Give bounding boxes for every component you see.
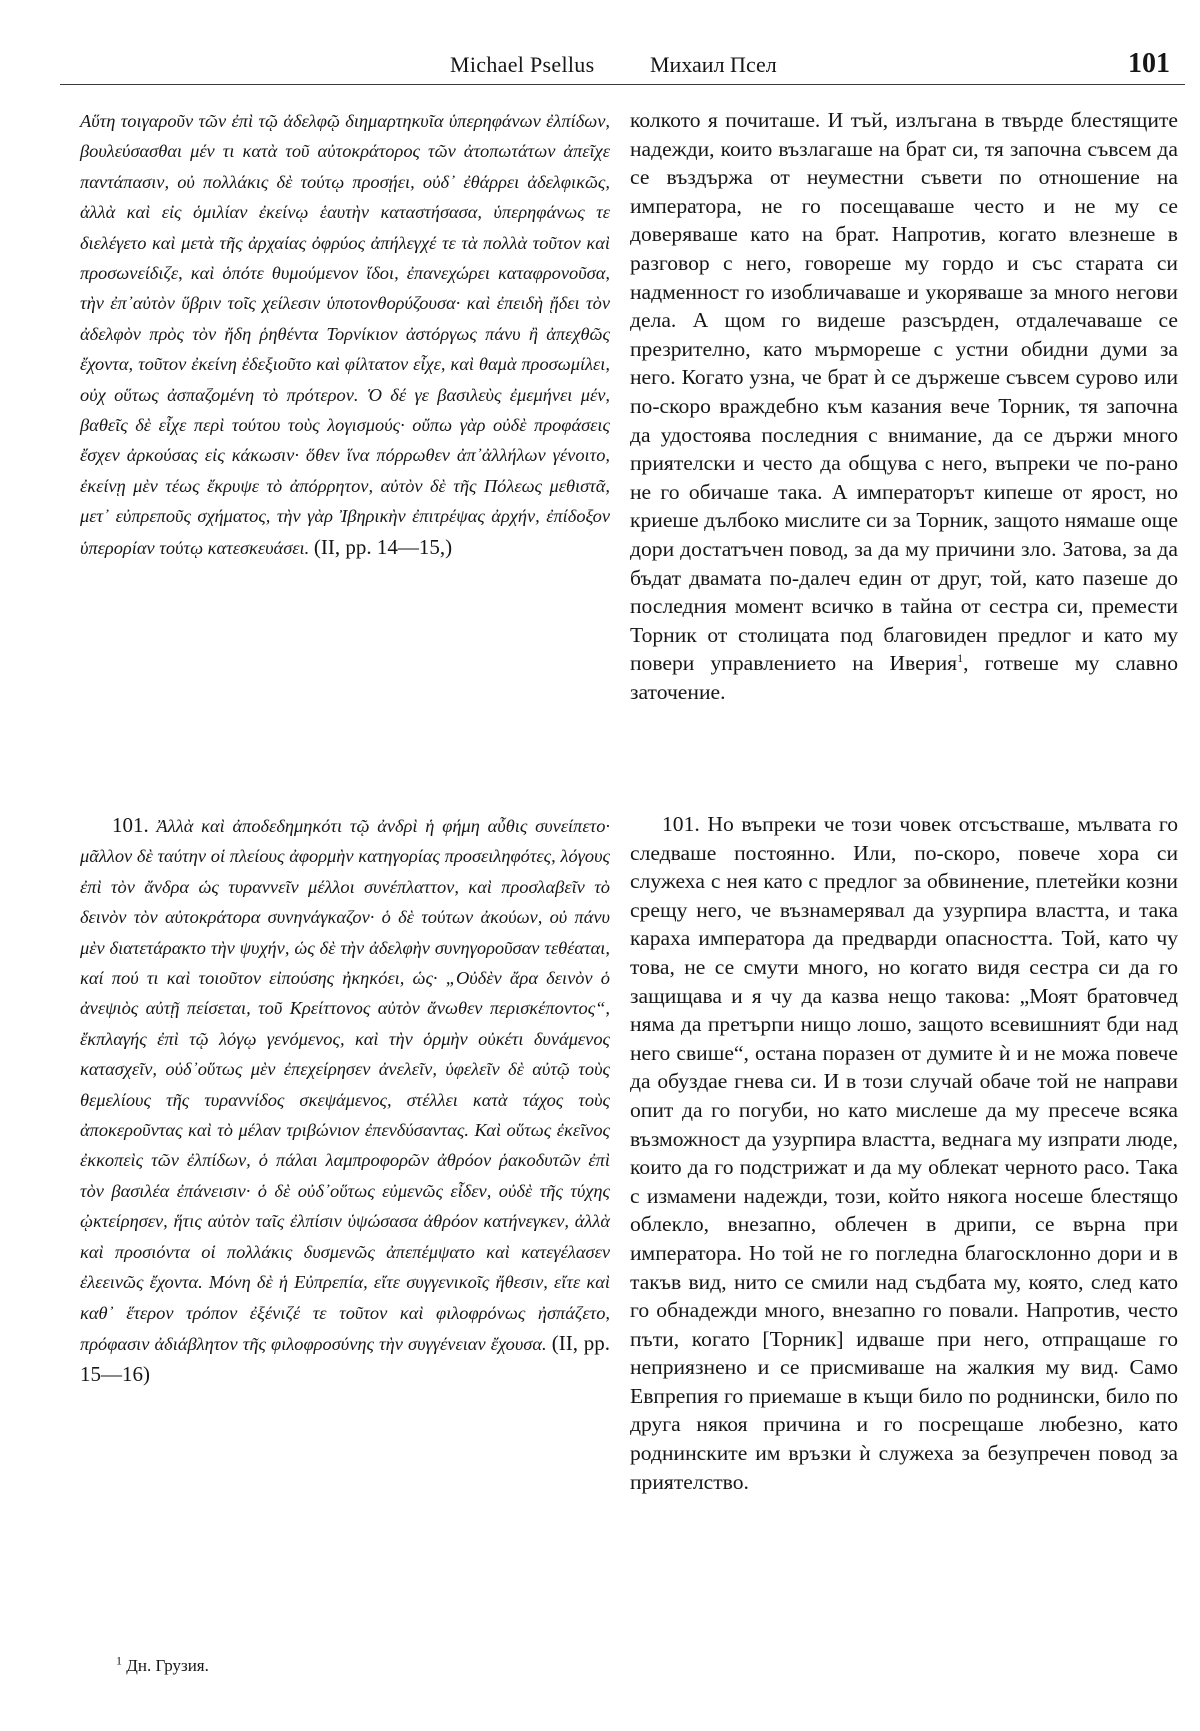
running-header — [60, 44, 1180, 94]
running-header-latin: Michael Psellus — [450, 52, 595, 77]
running-header-bulgarian: Михаил Псел — [650, 52, 777, 77]
footnote-text: Дн. Грузия. — [126, 1656, 209, 1675]
greek-paragraph-2-reference: (II, pp. 15—16) — [80, 1330, 610, 1387]
footnote — [116, 1653, 209, 1676]
footnote-reference: 1 — [957, 651, 964, 666]
footnote-mark: 1 — [116, 1653, 122, 1668]
greek-paragraph-2 — [80, 810, 610, 1391]
bulgarian-paragraph-1-text: колкото я почиташе. И тъй, излъгана в твърде блестящите надежди, които възлагаше на брат си, тя започна съвсем да се въздържа от неуместни съвети по отношение на императора, не го посещаваше често и не му се доверяваше като на брат. Напротив, когато влезнеше в разговор с него, говореше му гордо и със старата си надменност го изобличаваше и укоряваше за много негови дела. А щом го видеше разсърден, отдалечаваше се презрително, като мърмореше с устни обидни думи за него. Когато узна, че брат ѝ се държеше съвсем сурово или по-скоро враждебно към казания вече Торник, тя започна да удостоява последния с внимание, да се държи много приятелски и често да общува с него, въпреки че по-рано не го обичаше така. А императорът кипеше от ярост, но криеше дълбоко мислите си за Торник, защото нямаше още дори достатъчен повод, за да му причини зло. Затова, за да бъдат двамата по-далеч един от друг, той, като пазеше до последния момент всичко в тайна от сестра си, премести Торник от столицата под благовиден предлог и като му повери управлението на Иверия — [630, 108, 1178, 676]
greek-paragraph-1 — [80, 106, 610, 563]
greek-paragraph-2-number: 101. — [112, 813, 149, 837]
greek-paragraph-2-text: Ἀλλὰ καὶ ἀποδεδημηκότι τῷ ἀνδρὶ ἡ φήμη αὖθις συνείπετο· μᾶλλον δὲ ταύτην οἱ πλείους ἀφορμὴν κατηγορίας προσειληφότες, λόγους ἐπὶ τὸν ἄνδρα ὡς τυραννεῖν μέλλοι συνέπλαττον, καὶ προσλαβεῖν τὸ δεινὸν τὸν αὐτοκράτορα συνηνάγκαζον· ὁ δὲ τούτων ἀκούων, οὐ πάνυ μὲν διατετάρακτο τὴν ψυχήν, ὡς δὲ τὴν ἀδελφὴν συνηγοροῦσαν τεθέαται, καί πού τι καὶ τοιοῦτον εἰπούσης ἠκηκόει, ὡς· „Οὐδὲν ἄρα δεινὸν ὁ ἀνεψιὸς αὐτῇ πείσεται, τοῦ Κρείττονος αὐτὸν ἄνωθεν περισκέποντος“, ἔκπλαγής ἐπὶ τῷ λόγῳ γενόμενος, καὶ τὴν ὁρμὴν οὐκέτι δυνάμενος κατασχεῖν, οὐδ᾽οὕτως μὲν ἐπεχείρησεν ἀνελεῖν, ὑφελεῖν δὲ αὐτῷ τοὺς θεμελίους τῆς τυραννίδος σκεψάμενος, στέλλει κατὰ τάχος τοὺς ἀποκεροῦντας καὶ τὸ μέλαν τριβώνιον ἐπενδύσαντας. Καὶ οὕτως ἐκεῖνος ἐκκοπεὶς τῶν ἐλπίδων, ὁ πάλαι λαμπροφορῶν ἀθρόον ῥακοδυτῶν ἐπὶ τὸν βασιλέα ἐπάνεισιν· ὁ δὲ οὐδ᾽οὕτως εὐμενῶς εἶδεν, οὐδὲ τῆς τύχης ᾠκτείρησεν, ἥτις αὐτὸν ταῖς ἐλπίσιν ὑψώσασα ἀθρόον κατήνεγκεν, ἀλλὰ καὶ προσιόντα οἱ πολλάκις δυσμενῶς ἀπεπέμψατο καὶ κατεγέλασεν ἐλεεινῶς ἔχοντα. Μόνη δὲ ἡ Εὐπρεπία, εἴτε συγγενικοῖς ἤθεσιν, εἴτε καὶ καθ᾽ ἕτερον τρόπον ἐξένιζέ τε τοῦτον καὶ φιλοφρόνως ἠσπάζετο, πρόφασιν ἀδιάβλητον τῆς φιλοφροσύνης τὴν συγγένειαν ἔχουσα. — [80, 816, 610, 1354]
bulgarian-paragraph-2 — [630, 810, 1178, 1496]
bulgarian-paragraph-2-text: 101. Но въпреки че този човек отсъстваше, мълвата го следваше постоянно. Или, по-скоро, повече хора си служеха с нея като с предлог за обвинение, плетейки козни срещу него, че възнамерявал да узурпира властта, и така караха императора да предварди опасността. Той, като чу това, не се смути много, но когато видя сестра си да го защищава и я чу да казва нещо такова: „Моят братовчед няма да претърпи нищо лошо, защото всевишният бди над него свише“, остана поразен от думите ѝ и не можа повече да обуздае гнева си. И в този случай обаче той не направи опит да го погуби, но като мислеше да му пресече всяка възможност да узурпира властта, веднага му изпрати люде, които да го подстрижат и да му облекат черното расо. Така с измамени надежди, този, който някога носеше блестящо облекло, внезапно, облечен в дрипи, се върна при императора. Но той не го погледна благосклонно дори и в такъв вид, нито се смили над съдбата му, която, след като го обнадежди много, внезапно го повали. Напротив, често пъти, когато [Торник] идваше при него, отпращаше го неприязнено и се присмиваше на жалкия му вид. Само Евпрепия го приемаше в къщи било по роднински, било по друга някоя причина и го посрещаше любезно, като роднинските им връзки ѝ служеха за безупречен повод за приятелство. — [630, 812, 1178, 1494]
greek-paragraph-1-reference: (II, pp. 14—15,) — [313, 534, 453, 559]
header-rule — [60, 84, 1185, 85]
bulgarian-paragraph-1-tail: , готвеше му славно заточение. — [630, 651, 1178, 704]
page-number: 101 — [1128, 48, 1170, 79]
greek-paragraph-1-text: Αὕτη τοιγαροῦν τῶν ἐπὶ τῷ ἀδελφῷ διημαρτηκυῖα ὑπερηφάνων ἐλπίδων, βουλεύσασθαι μέν τι κατὰ τοῦ αὐτοκράτορος τῶν ἀτοπωτάτων ἀπεῖχε παντάπασιν, οὐ πολλάκις δὲ τούτῳ προσῄει, οὐδ᾽ ἐθάρρει ἀδελφικῶς, ἀλλὰ καὶ εἰς ὁμιλίαν ἐκείνῳ ἑαυτὴν καταστήσασα, ὑπερηφάνως τε διελέγετο καὶ μετὰ τῆς ἀρχαίας ὀφρύος ἀπήλεγχέ τε τὰ πολλὰ τοῦτον καὶ προσωνείδιζε, καὶ ὁπότε θυμούμενον ἴδοι, ἐπανεχώρει καταφρονοῦσα, τὴν ἐπ᾽αὐτὸν ὕβριν τοῖς χείλεσιν ὑποτονθορύζουσα· καὶ ἐπειδὴ ᾔδει τὸν ἀδελφὸν πρὸς τὸν ἤδη ῥηθέντα Τορνίκιον ἀστόργως πάνυ ἢ ἀπεχθῶς ἔχοντα, τοῦτον ἐκείνη ἐδεξιοῦτο καὶ φίλτατον εἶχε, καὶ θαμὰ προσωμίλει, οὐχ οὕτως ἀσπαζομένη τὸ πρότερον. Ὁ δέ γε βασιλεὺς ἐμεμήνει μέν, βαθεῖς δὲ εἶχε περὶ τούτου τοὺς λογισμούς· οὔπω γὰρ οὐδὲ προφάσεις ἔσχεν ἀρκούσας εἰς κάκωσιν· ὅθεν ἵνα πόρρωθεν ἀπ᾽ἀλλήλων γένοιτο, ἐκείνῃ μὲν τέως ἔκρυψε τὸ ἀπόρρητον, αὐτὸν δὲ τῆς Πόλεως μεθιστᾶ, μετ᾽ εὐπρεποῦς σχήματος, τὴν γὰρ Ἰβηρικὴν ἐπιτρέψας ἀρχήν, ἐπίδοξον ὑπερορίαν τούτῳ κατεσκευάσει. — [80, 111, 610, 558]
bulgarian-paragraph-1 — [630, 106, 1178, 706]
